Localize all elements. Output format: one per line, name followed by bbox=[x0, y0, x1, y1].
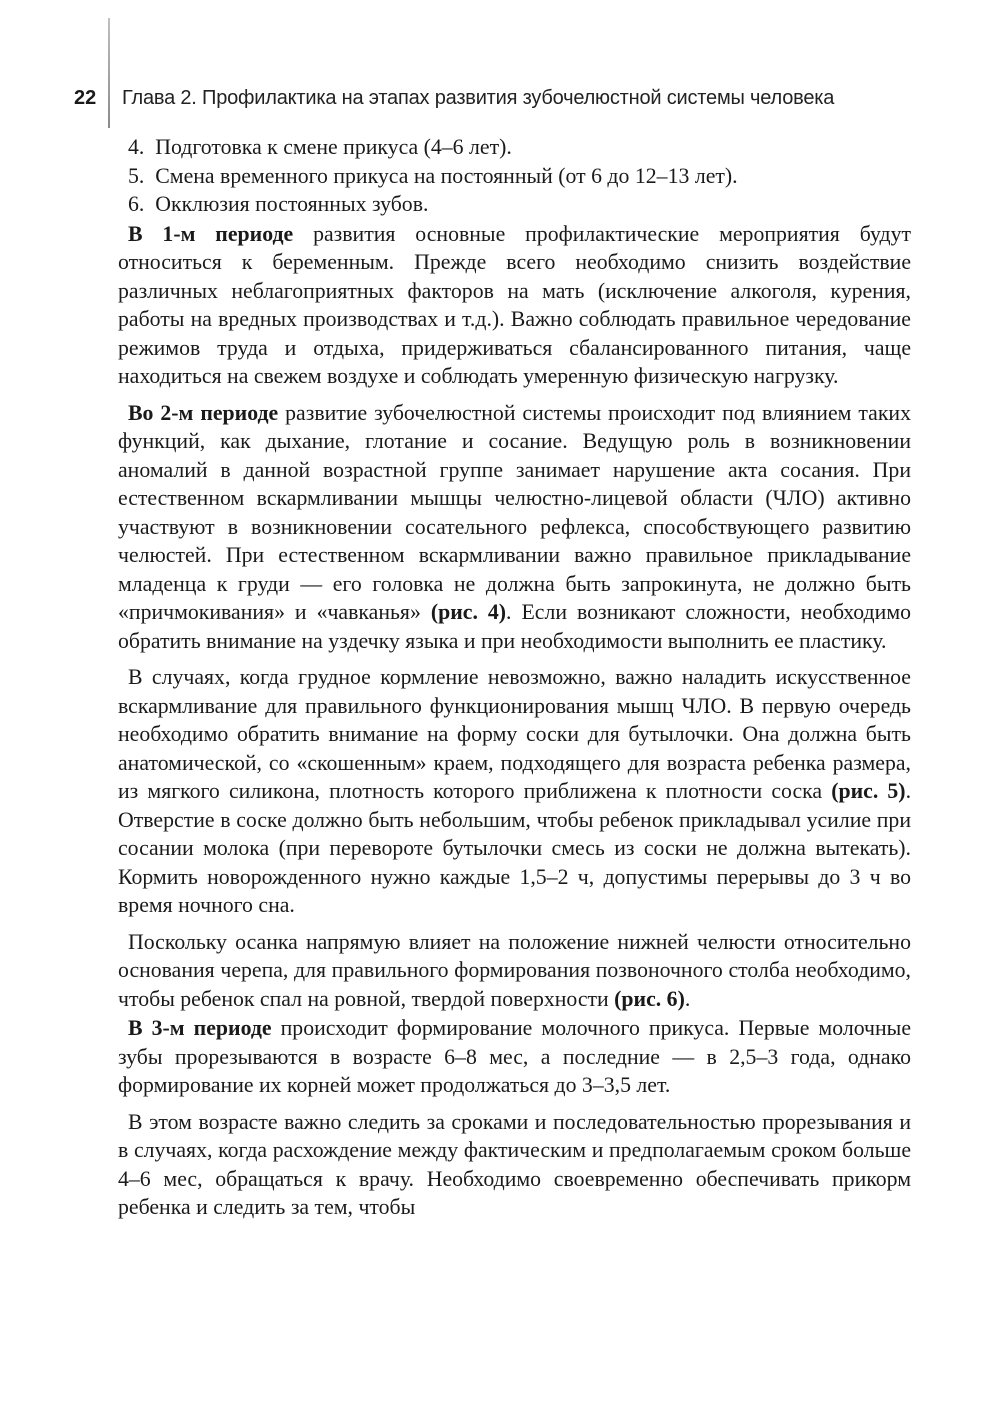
figure-ref-4: (рис. 4) bbox=[430, 600, 507, 624]
list-item-number: 4. bbox=[128, 135, 145, 159]
list-item bbox=[118, 190, 911, 219]
list-item-number: 5. bbox=[128, 163, 145, 188]
paragraph-text: В этом возрасте важно следить за сроками и последовательностью прорезывания и в случаях, когда расхождение между фактическим и предполагаемым сроком больше 4–6 мес, обращаться к врачу. Необходимо своевременно обеспечивать прикорм ребенка и следить за тем, чтобы bbox=[118, 1109, 911, 1219]
paragraph-text: . Отверстие в соске должно быть небольшим, чтобы ребенок прикладывал усилие при сосании молока (при перевороте бутылочки смесь из соски не должна вытекать). Кормить новорожденного нужно каждые 1,5–2 ч, допустимы перерывы до 3 ч во время ночного сна. bbox=[118, 779, 912, 917]
paragraph-text: В случаях, когда грудное кормление невозможно, важно наладить искусственное вскармливание для правильного функционирования мышц ЧЛО. В первую очередь необходимо обратить внимание на форму соски для бутылочки. Она должна быть анатомической, со «скошенным» краем, подходящего для возраста ребенка размера, из мягкого силикона, плотность которого приближена к плотности соска bbox=[118, 665, 911, 803]
paragraph-text: происходит формирование молочного прикуса. Первые молочные зубы прорезываются в возрасте 6–8 мес, а последние — в 2,5–3 года, однако формирование их корней может продолжаться до 3–3,5 лет. bbox=[118, 1016, 911, 1097]
paragraph-text: развитие зубочелюстной системы происходит под влиянием таких функций, как дыхание, глотание и сосание. Ведущую роль в возникновении аномалий в данной возрастной группе занимает нарушение акта сосания. При естественном вскармливании мышцы челюстно-лицевой области (ЧЛО) активно участвуют в возникновении сосательного рефлекса, способствующего развитию челюстей. При естественном вскармливании важно правильное прикладывание младенца к груди — его головка не должна быть запрокинута, не должно быть «причмокивания» и «чавканья» bbox=[118, 400, 911, 624]
list-item-text: Окклюзия постоянных зубов. bbox=[155, 192, 429, 216]
page-number: 22 bbox=[74, 87, 97, 109]
figure-ref-6: (рис. 6) bbox=[614, 986, 685, 1011]
paragraph-text: развития основные профилактические мероприятия будут относиться к беременным. Прежде всего необходимо снизить воздействие различных неблагоприятных факторов на мать (исключение алкоголя, курения, работы на вредных производствах и т.д.). Важно соблюдать правильное чередование режимов труда и отдыха, придерживаться сбалансированного питания, чаще находиться на свежем воздухе и соблюдать умеренную физическую нагрузку. bbox=[118, 221, 911, 388]
paragraph-posture bbox=[118, 928, 911, 1014]
paragraph-period-3 bbox=[118, 1014, 911, 1100]
paragraph-text: . bbox=[684, 986, 691, 1011]
list-item-number: 6. bbox=[128, 192, 145, 216]
period-3-heading: В 3-м периоде bbox=[128, 1016, 272, 1040]
paragraph-period-2 bbox=[118, 399, 911, 656]
period-2-heading: Во 2-м периоде bbox=[128, 400, 279, 425]
list-item-text: Смена временного прикуса на постоянный (от 6 до 12–13 лет). bbox=[155, 163, 738, 188]
paragraph-period-1 bbox=[118, 220, 911, 391]
header-rule bbox=[108, 18, 110, 128]
list-item-text: Подготовка к смене прикуса (4–6 лет). bbox=[155, 135, 512, 159]
paragraph-artificial-feeding bbox=[118, 663, 911, 920]
paragraph-text: . Если возникают сложности, необходимо обратить внимание на уздечку языка и при необходимости выполнить ее пластику. bbox=[118, 600, 912, 653]
paragraph-teething bbox=[118, 1108, 911, 1222]
figure-ref-5: (рис. 5) bbox=[831, 779, 906, 803]
page-body bbox=[118, 133, 911, 1222]
running-title: Глава 2. Профилактика на этапах развития зубочелюстной системы человека bbox=[122, 87, 835, 109]
paragraph-text: Поскольку осанка напрямую влияет на положение нижней челюсти относительно основания черепа, для правильного формирования позвоночного столба необходимо, чтобы ребенок спал на ровной, твердой поверхности bbox=[118, 929, 911, 1011]
list-item bbox=[118, 133, 911, 162]
list-item bbox=[118, 162, 911, 191]
period-1-heading: В 1-м периоде bbox=[128, 221, 294, 246]
